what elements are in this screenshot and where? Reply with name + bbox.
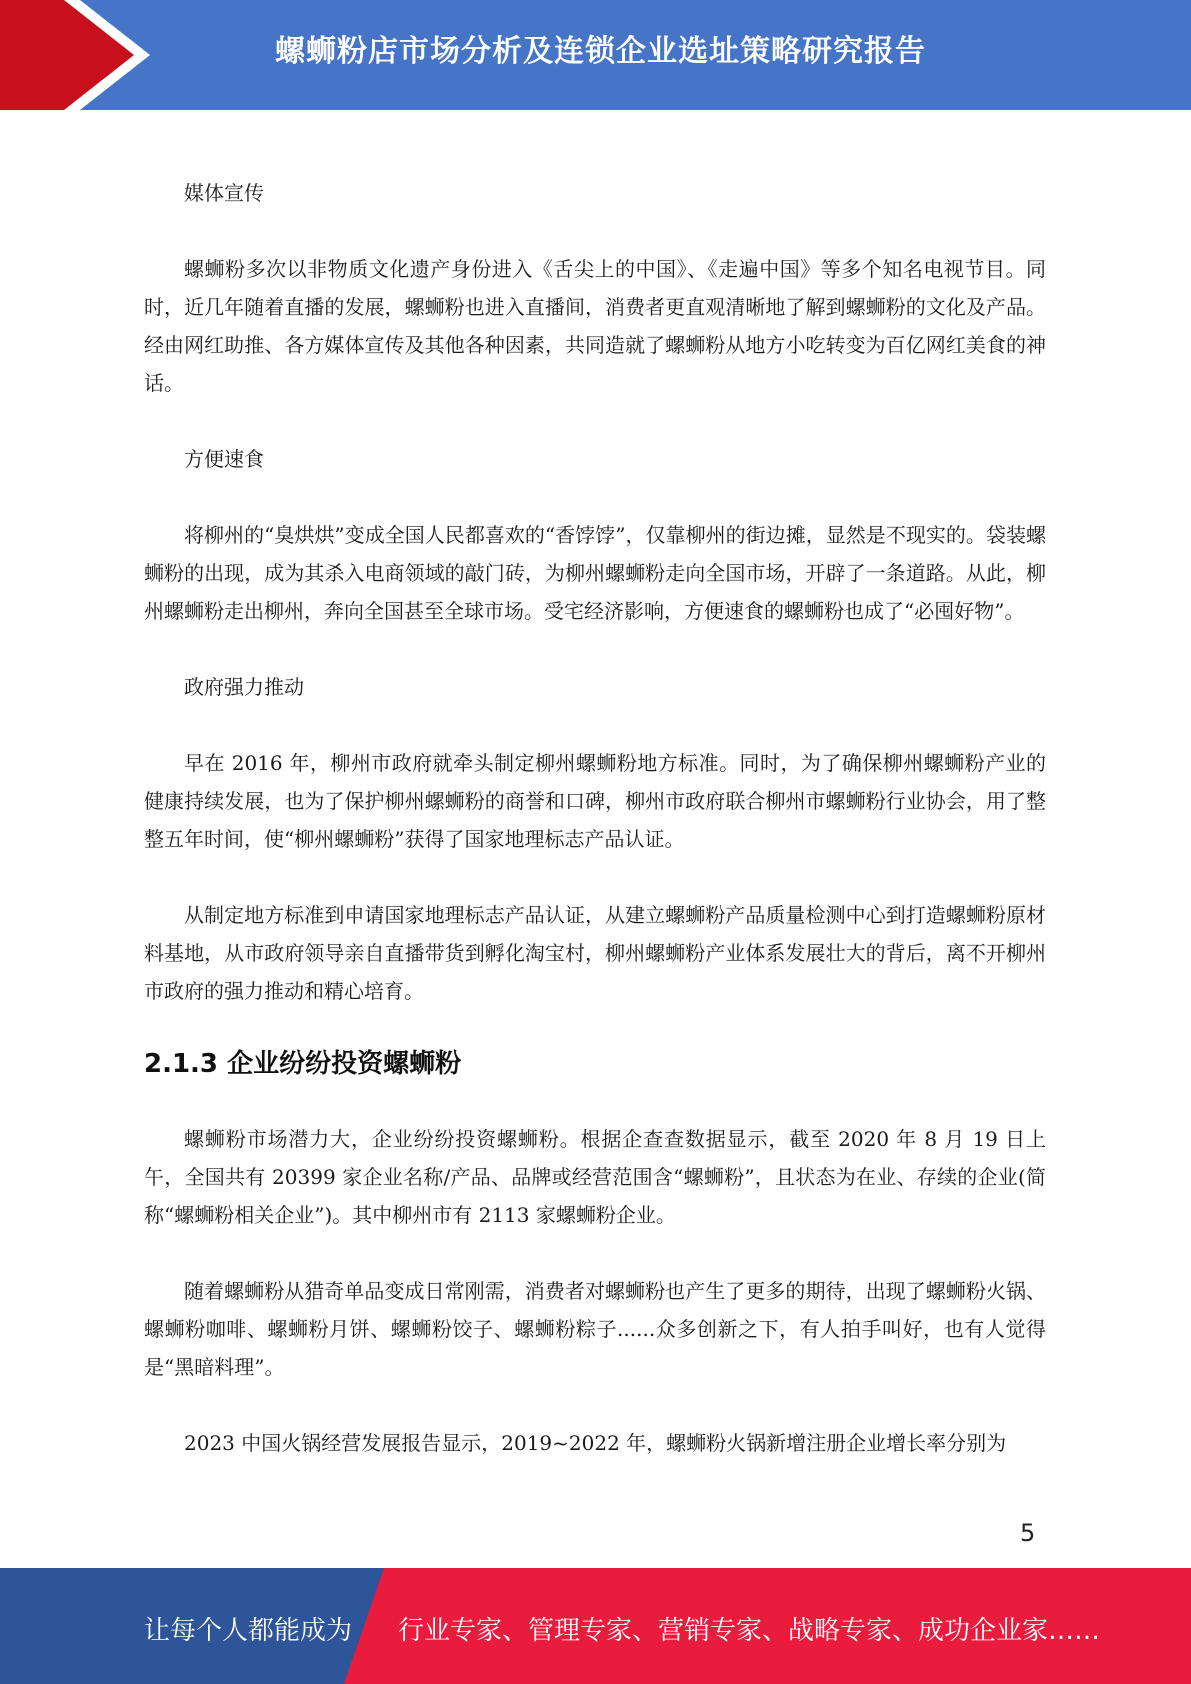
label-media: 媒体宣传 [184,181,264,205]
paragraph-government-2: 从制定地方标准到申请国家地理标志产品认证，从建立螺蛳粉产品质量检测中心到打造螺蛳粉原材料基地，从市政府领导亲自直播带货到孵化淘宝村，柳州螺蛳粉产业体系发展壮大的背后，离不开柳州市政府的强力推动和精心培育。 [144,903,1046,1003]
page-footer [0,1568,1191,1684]
paragraph-invest-3: 2023 中国火锅经营发展报告显示，2019~2022 年，螺蛳粉火锅新增注册企业增长率分别为 [184,1431,1007,1455]
footer-slogan-right: 行业专家、管理专家、营销专家、战略专家、成功企业家…… [398,1616,1101,1646]
paragraph-invest-2: 随着螺蛳粉从猎奇单品变成日常刚需，消费者对螺蛳粉也产生了更多的期待，出现了螺蛳粉火锅、螺蛳粉咖啡、螺蛳粉月饼、螺蛳粉饺子、螺蛳粉粽子......众多创新之下，有人拍手叫好，也有人觉得是“黑暗料理”。 [144,1279,1046,1379]
page-number: 5 [1020,1519,1036,1547]
page-header [0,0,1191,110]
paragraph-government-1: 早在 2016 年，柳州市政府就牵头制定柳州螺蛳粉地方标准。同时，为了确保柳州螺蛳粉产业的健康持续发展，也为了保护柳州螺蛳粉的商誉和口碑，柳州市政府联合柳州市螺蛳粉行业协会，用了整整五年时间，使“柳州螺蛳粉”获得了国家地理标志产品认证。 [144,751,1046,851]
footer-slogan-left: 让每个人都能成为 [144,1616,353,1646]
document-body [144,174,1046,1500]
paragraph-media: 螺蛳粉多次以非物质文化遗产身份进入《舌尖上的中国》、《走遍中国》等多个知名电视节目。同时，近几年随着直播的发展，螺蛳粉也进入直播间，消费者更直观清晰地了解到螺蛳粉的文化及产品。经由网红助推、各方媒体宣传及其他各种因素，共同造就了螺蛳粉从地方小吃转变为百亿网红美食的神话。 [144,257,1046,395]
label-convenience: 方便速食 [184,447,264,471]
header-title: 螺蛳粉店市场分析及连锁企业选址策略研究报告 [275,34,926,69]
paragraph-convenience: 将柳州的“臭烘烘”变成全国人民都喜欢的“香饽饽”，仅靠柳州的街边摊，显然是不现实的。袋装螺蛳粉的出现，成为其杀入电商领域的敲门砖，为柳州螺蛳粉走向全国市场，开辟了一条道路。从此，柳州螺蛳粉走出柳州，奔向全国甚至全球市场。受宅经济影响，方便速食的螺蛳粉也成了“必囤好物”。 [144,523,1046,623]
label-government: 政府强力推动 [184,675,304,699]
paragraph-invest-1: 螺蛳粉市场潜力大，企业纷纷投资螺蛳粉。根据企查查数据显示，截至 2020 年 8 月 19 日上午，全国共有 20399 家企业名称/产品、品牌或经营范围含“螺蛳粉”，且状态为在业、存续的企业(简称“螺蛳粉相关企业”)。其中柳州市有 2113 家螺蛳粉企业。 [144,1127,1046,1227]
section-heading: 2.1.3 企业纷纷投资螺蛳粉 [144,1049,462,1079]
